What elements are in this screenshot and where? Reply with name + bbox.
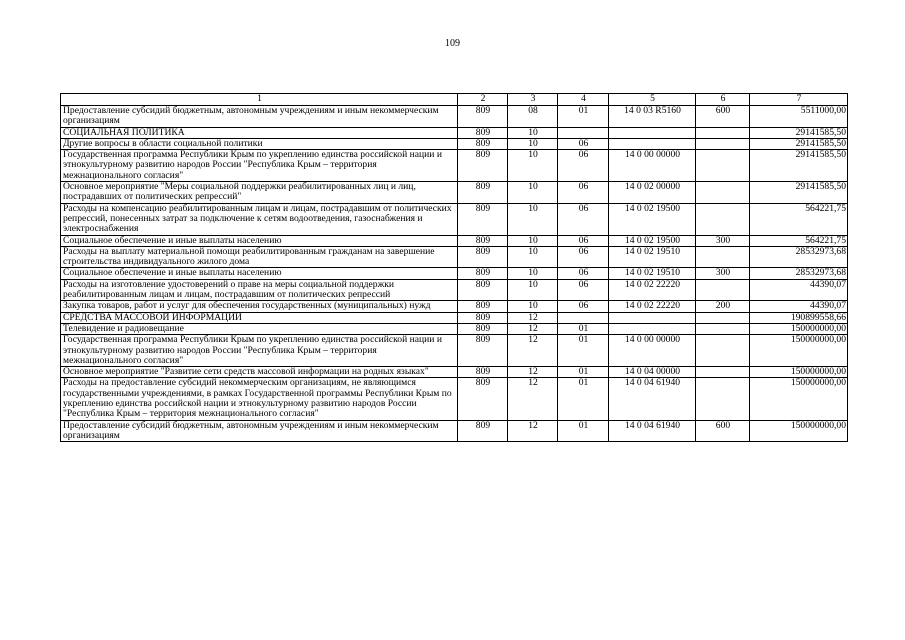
- row-amount-cell: 564221,75: [750, 235, 848, 246]
- row-subsection-cell: 06: [558, 279, 609, 301]
- row-expense-type-cell: [696, 378, 750, 420]
- header-cell: 4: [558, 94, 609, 106]
- row-subsection-cell: 06: [558, 235, 609, 246]
- row-expense-type-cell: [696, 150, 750, 182]
- row-subsection-cell: 06: [558, 268, 609, 279]
- row-subsection-cell: [558, 127, 609, 138]
- row-amount-cell: 44390,07: [750, 301, 848, 312]
- row-subsection-cell: 01: [558, 335, 609, 367]
- row-subsection-cell: 06: [558, 203, 609, 235]
- row-name-cell: Закупка товаров, работ и услуг для обеспечения государственных (муниципальных) нужд: [61, 301, 458, 312]
- table-row: [61, 246, 848, 268]
- row-section-cell: 12: [508, 323, 558, 334]
- row-section-cell: 10: [508, 138, 558, 149]
- row-section-cell: 10: [508, 127, 558, 138]
- table-row: [61, 182, 848, 204]
- row-amount-cell: 150000000,00: [750, 335, 848, 367]
- row-amount-cell: 150000000,00: [750, 378, 848, 420]
- row-target-article-cell: 14 0 04 61940: [609, 378, 696, 420]
- row-amount-cell: 190899558,66: [750, 312, 848, 323]
- row-expense-type-cell: 300: [696, 268, 750, 279]
- row-expense-type-cell: 200: [696, 301, 750, 312]
- row-target-article-cell: 14 0 04 00000: [609, 367, 696, 378]
- row-amount-cell: 150000000,00: [750, 323, 848, 334]
- row-amount-cell: 44390,07: [750, 279, 848, 301]
- table-row: [61, 367, 848, 378]
- row-name-cell: Расходы на предоставление субсидий некоммерческим организациям, не являющимся государственными учреждениями, в рамках Государственной программы Республики Крым по укреплению единства российской нации и этнокультурному развитию народов России "Республика Крым – территория межнационального согласия": [61, 378, 458, 420]
- row-amount-cell: 29141585,50: [750, 182, 848, 204]
- row-target-article-cell: [609, 312, 696, 323]
- row-section-cell: 10: [508, 235, 558, 246]
- table-row: [61, 150, 848, 182]
- row-expense-type-cell: [696, 182, 750, 204]
- table-row: [61, 106, 848, 128]
- row-target-article-cell: 14 0 02 22220: [609, 279, 696, 301]
- table-row: [61, 203, 848, 235]
- row-code-cell: 809: [458, 335, 508, 367]
- row-amount-cell: 29141585,50: [750, 127, 848, 138]
- row-code-cell: 809: [458, 301, 508, 312]
- row-name-cell: Государственная программа Республики Крым по укреплению единства российской нации и этнокультурному развитию народов России "Республика Крым – территория межнационального согласия": [61, 335, 458, 367]
- row-name-cell: СРЕДСТВА МАССОВОЙ ИНФОРМАЦИИ: [61, 312, 458, 323]
- table-row: [61, 323, 848, 334]
- row-code-cell: 809: [458, 367, 508, 378]
- row-subsection-cell: 01: [558, 378, 609, 420]
- row-code-cell: 809: [458, 235, 508, 246]
- header-cell: 3: [508, 94, 558, 106]
- row-code-cell: 809: [458, 203, 508, 235]
- row-code-cell: 809: [458, 150, 508, 182]
- row-subsection-cell: [558, 312, 609, 323]
- table-row: [61, 420, 848, 442]
- row-amount-cell: 150000000,00: [750, 367, 848, 378]
- row-section-cell: 12: [508, 312, 558, 323]
- row-target-article-cell: 14 0 02 19500: [609, 203, 696, 235]
- row-name-cell: Расходы на компенсацию реабилитированным лицам и лицам, пострадавшим от политических репрессий, понесенных затрат за подключение к сетям водоотведения, газоснабжения и электроснабжения: [61, 203, 458, 235]
- row-subsection-cell: 06: [558, 246, 609, 268]
- row-target-article-cell: 14 0 02 19510: [609, 268, 696, 279]
- row-name-cell: Телевидение и радиовещание: [61, 323, 458, 334]
- row-name-cell: Социальное обеспечение и иные выплаты населению: [61, 268, 458, 279]
- table-row: [61, 268, 848, 279]
- row-subsection-cell: 01: [558, 323, 609, 334]
- row-target-article-cell: 14 0 02 19510: [609, 246, 696, 268]
- row-section-cell: 10: [508, 203, 558, 235]
- row-code-cell: 809: [458, 323, 508, 334]
- budget-table: [60, 93, 848, 442]
- row-expense-type-cell: [696, 246, 750, 268]
- row-amount-cell: 28532973,68: [750, 246, 848, 268]
- row-section-cell: 12: [508, 367, 558, 378]
- row-section-cell: 12: [508, 420, 558, 442]
- row-name-cell: Социальное обеспечение и иные выплаты населению: [61, 235, 458, 246]
- row-name-cell: Расходы на изготовление удостоверений о праве на меры социальной поддержки реабилитированным лицам и лицам, пострадавшим от политических репрессий: [61, 279, 458, 301]
- row-amount-cell: 29141585,50: [750, 150, 848, 182]
- header-row: [61, 94, 848, 106]
- row-expense-type-cell: 600: [696, 106, 750, 128]
- row-section-cell: 10: [508, 268, 558, 279]
- row-expense-type-cell: [696, 127, 750, 138]
- row-amount-cell: 5511000,00: [750, 106, 848, 128]
- table-row: [61, 301, 848, 312]
- table-row: [61, 279, 848, 301]
- row-expense-type-cell: [696, 203, 750, 235]
- row-code-cell: 809: [458, 279, 508, 301]
- table-row: [61, 138, 848, 149]
- row-amount-cell: 28532973,68: [750, 268, 848, 279]
- row-target-article-cell: [609, 127, 696, 138]
- row-target-article-cell: 14 0 03 R5160: [609, 106, 696, 128]
- table-row: [61, 127, 848, 138]
- table-row: [61, 312, 848, 323]
- row-subsection-cell: 01: [558, 420, 609, 442]
- row-target-article-cell: 14 0 00 00000: [609, 335, 696, 367]
- row-section-cell: 10: [508, 279, 558, 301]
- row-section-cell: 10: [508, 246, 558, 268]
- row-target-article-cell: 14 0 00 00000: [609, 150, 696, 182]
- header-cell: 5: [609, 94, 696, 106]
- row-name-cell: Другие вопросы в области социальной политики: [61, 138, 458, 149]
- row-code-cell: 809: [458, 378, 508, 420]
- row-expense-type-cell: [696, 138, 750, 149]
- table-row: [61, 235, 848, 246]
- row-name-cell: СОЦИАЛЬНАЯ ПОЛИТИКА: [61, 127, 458, 138]
- row-amount-cell: 564221,75: [750, 203, 848, 235]
- row-code-cell: 809: [458, 106, 508, 128]
- row-code-cell: 809: [458, 246, 508, 268]
- row-section-cell: 10: [508, 182, 558, 204]
- header-cell: 2: [458, 94, 508, 106]
- table-row: [61, 335, 848, 367]
- row-section-cell: 12: [508, 335, 558, 367]
- row-code-cell: 809: [458, 312, 508, 323]
- row-subsection-cell: 06: [558, 301, 609, 312]
- row-name-cell: Основное мероприятие "Развитие сети средств массовой информации на родных языках": [61, 367, 458, 378]
- row-name-cell: Государственная программа Республики Крым по укреплению единства российской нации и этнокультурному развитию народов России "Республика Крым – территория межнационального согласия": [61, 150, 458, 182]
- row-expense-type-cell: 300: [696, 235, 750, 246]
- row-target-article-cell: [609, 138, 696, 149]
- row-amount-cell: 29141585,50: [750, 138, 848, 149]
- row-expense-type-cell: [696, 367, 750, 378]
- row-target-article-cell: [609, 323, 696, 334]
- row-amount-cell: 150000000,00: [750, 420, 848, 442]
- table-row: [61, 378, 848, 420]
- row-subsection-cell: 01: [558, 106, 609, 128]
- row-code-cell: 809: [458, 182, 508, 204]
- row-code-cell: 809: [458, 127, 508, 138]
- row-subsection-cell: 06: [558, 150, 609, 182]
- row-expense-type-cell: 600: [696, 420, 750, 442]
- row-section-cell: 10: [508, 150, 558, 182]
- row-expense-type-cell: [696, 312, 750, 323]
- row-expense-type-cell: [696, 335, 750, 367]
- row-target-article-cell: 14 0 02 00000: [609, 182, 696, 204]
- row-subsection-cell: 06: [558, 182, 609, 204]
- row-code-cell: 809: [458, 138, 508, 149]
- row-name-cell: Расходы на выплату материальной помощи реабилитированным гражданам на завершение строительства индивидуального жилого дома: [61, 246, 458, 268]
- row-section-cell: 08: [508, 106, 558, 128]
- row-code-cell: 809: [458, 268, 508, 279]
- row-section-cell: 12: [508, 378, 558, 420]
- row-name-cell: Основное мероприятие "Меры социальной поддержки реабилитированных лиц и лиц, пострадавших от политических репрессий": [61, 182, 458, 204]
- row-name-cell: Предоставление субсидий бюджетным, автономным учреждениям и иным некоммерческим организациям: [61, 420, 458, 442]
- row-target-article-cell: 14 0 02 19500: [609, 235, 696, 246]
- row-subsection-cell: 01: [558, 367, 609, 378]
- row-target-article-cell: 14 0 04 61940: [609, 420, 696, 442]
- page-number: 109: [445, 38, 460, 49]
- row-name-cell: Предоставление субсидий бюджетным, автономным учреждениям и иным некоммерческим организациям: [61, 106, 458, 128]
- header-cell: 1: [61, 94, 458, 106]
- row-expense-type-cell: [696, 279, 750, 301]
- header-cell: 7: [750, 94, 848, 106]
- row-subsection-cell: 06: [558, 138, 609, 149]
- header-cell: 6: [696, 94, 750, 106]
- row-code-cell: 809: [458, 420, 508, 442]
- row-target-article-cell: 14 0 02 22220: [609, 301, 696, 312]
- row-section-cell: 10: [508, 301, 558, 312]
- row-expense-type-cell: [696, 323, 750, 334]
